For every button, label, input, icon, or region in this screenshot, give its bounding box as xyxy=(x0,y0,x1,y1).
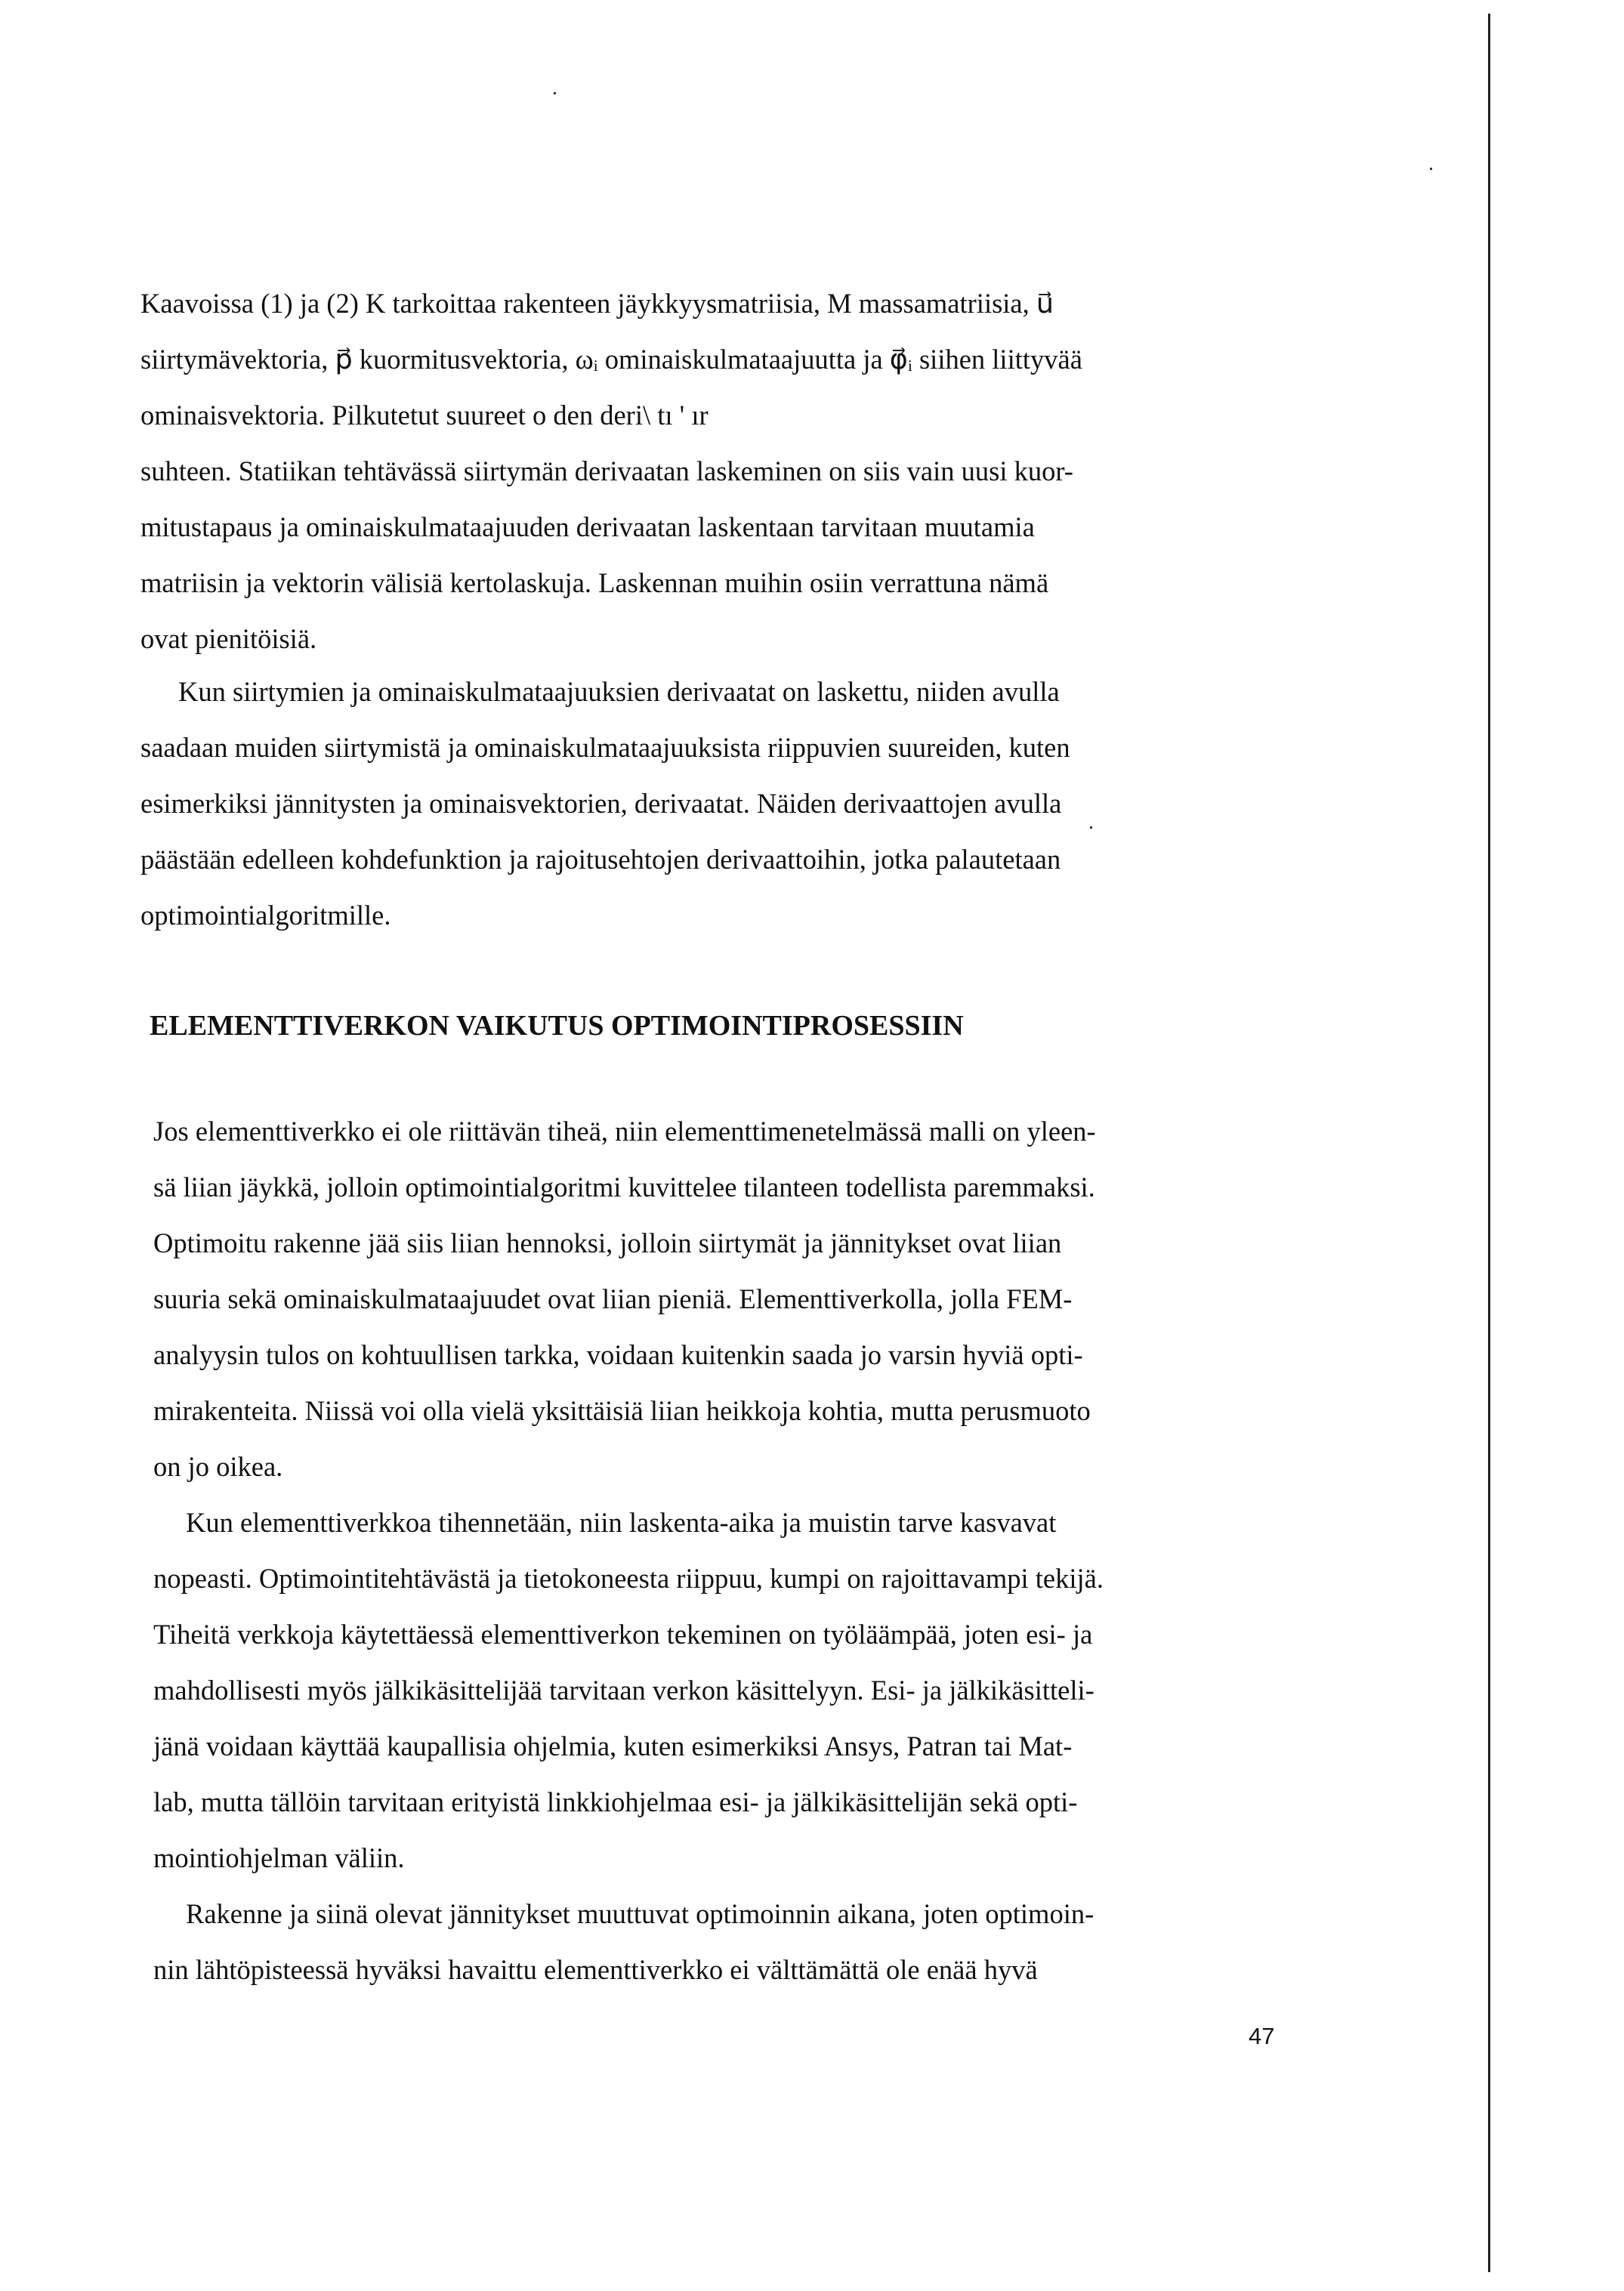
text-line: suuria sekä ominaiskulmataajuudet ovat liian pieniä. Elementtiverkolla, jolla FEM- xyxy=(153,1283,1073,1314)
section-heading: ELEMENTTIVERKON VAIKUTUS OPTIMOINTIPROSESSIIN xyxy=(150,1010,964,1042)
text-line: nin lähtöpisteessä hyväksi havaittu elementtiverkko ei välttämättä ole enää hyvä xyxy=(153,1954,1038,1985)
text-line: Optimoitu rakenne jää siis liian hennoksi, jolloin siirtymät ja jännitykset ovat liian xyxy=(153,1227,1062,1258)
text-line: mirakenteita. Niissä voi olla vielä yksittäisiä liian heikkoja kohtia, mutta perusmuoto xyxy=(153,1395,1091,1426)
text-line: sä liian jäykkä, jolloin optimointialgoritmi kuvittelee tilanteen todellista paremmaksi. xyxy=(153,1172,1095,1203)
text-line: mointiohjelman väliin. xyxy=(153,1842,405,1873)
text-line: ominaisvektoria. Pilkutetut suureet o den deri\ tı ' ır xyxy=(140,400,709,431)
text-line: esimerkiksi jännitysten ja ominaisvektorien, derivaatat. Näiden derivaattojen avulla xyxy=(140,788,1062,819)
text-line: siirtymävektoria, p⃗ kuormitusvektoria, ωᵢ ominaiskulmataajuutta ja φ⃗ᵢ siihen liittyvää xyxy=(140,344,1082,375)
text-line: ovat pienitöisiä. xyxy=(140,623,317,654)
text-line: nopeasti. Optimointitehtävästä ja tietokoneesta riippuu, kumpi on rajoittavampi tekijä. xyxy=(153,1563,1104,1594)
text-line: suhteen. Statiikan tehtävässä siirtymän derivaatan laskeminen on siis vain uusi kuor- xyxy=(140,455,1073,486)
text-line: mahdollisesti myös jälkikäsittelijää tarvitaan verkon käsittelyyn. Esi- ja jälkikäsitteli- xyxy=(153,1675,1095,1706)
text-line: optimointialgoritmille. xyxy=(140,900,391,931)
scan-speck xyxy=(1430,168,1432,170)
text-line: matriisin ja vektorin välisiä kertolaskuja. Laskennan muihin osiin verrattuna nämä xyxy=(140,567,1049,598)
text-line: Kun elementtiverkkoa tihennetään, niin laskenta-aika ja muistin tarve kasvavat xyxy=(186,1507,1057,1538)
text-line: mitustapaus ja ominaiskulmataajuuden derivaatan laskentaan tarvitaan muutamia xyxy=(140,511,1035,542)
text-line: jänä voidaan käyttää kaupallisia ohjelmia, kuten esimerkiksi Ansys, Patran tai Mat- xyxy=(153,1731,1073,1761)
text-line: on jo oikea. xyxy=(153,1451,283,1482)
page-number: 47 xyxy=(1249,2023,1275,2049)
text-line: Kaavoissa (1) ja (2) K tarkoittaa rakenteen jäykkyysmatriisia, M massamatriisia, u⃗ xyxy=(140,288,1054,319)
scan-speck xyxy=(1090,826,1092,829)
text-line: analyysin tulos on kohtuullisen tarkka, voidaan kuitenkin saada jo varsin hyviä opti- xyxy=(153,1339,1083,1370)
scan-speck xyxy=(554,92,556,94)
text-line: lab, mutta tällöin tarvitaan erityistä linkkiohjelmaa esi- ja jälkikäsittelijän sekä opti- xyxy=(153,1786,1078,1817)
text-line: Jos elementtiverkko ei ole riittävän tiheä, niin elementtimenetelmässä malli on yleen- xyxy=(153,1116,1096,1147)
text-line: päästään edelleen kohdefunktion ja rajoitusehtojen derivaattoihin, jotka palautetaan xyxy=(140,844,1061,875)
text-line: Kun siirtymien ja ominaiskulmataajuuksien derivaatat on laskettu, niiden avulla xyxy=(178,676,1060,707)
text-line: saadaan muiden siirtymistä ja ominaiskulmataajuuksista riippuvien suureiden, kuten xyxy=(140,732,1070,763)
page-edge-line xyxy=(1488,14,1490,2272)
text-line: Tiheitä verkkoja käytettäessä elementtiverkon tekeminen on työläämpää, joten esi- ja xyxy=(153,1619,1093,1650)
text-line: Rakenne ja siinä olevat jännitykset muuttuvat optimoinnin aikana, joten optimoin- xyxy=(186,1898,1095,1929)
